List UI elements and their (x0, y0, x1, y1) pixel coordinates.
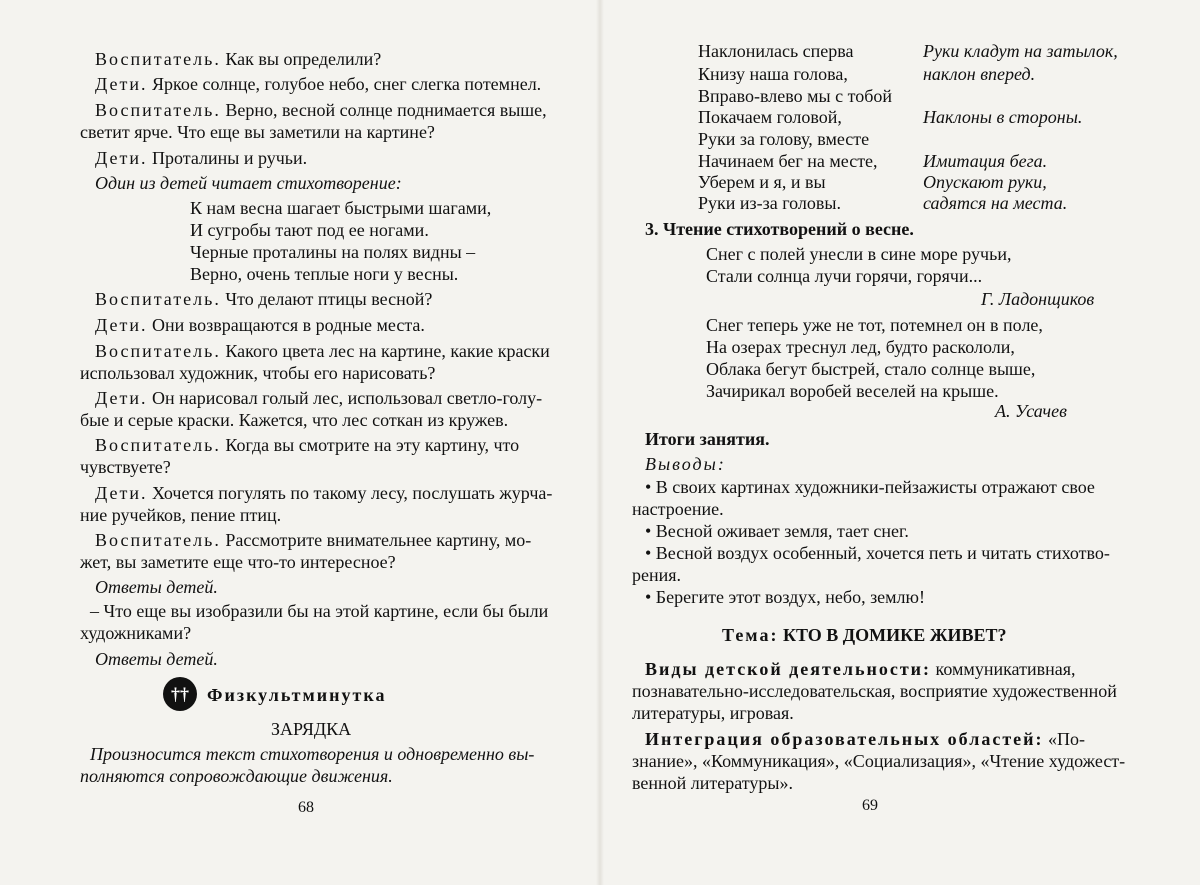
verse-action: Наклоны в стороны. (923, 107, 1083, 127)
speaker: Дети. (95, 74, 148, 94)
utterance: Что делают птицы весной? (225, 289, 433, 309)
text-line: знание», «Коммуникация», «Социализация», «Чтение художест- (632, 751, 1126, 771)
text-line: художниками? (80, 623, 192, 643)
activities-label: Виды детской деятельности: (645, 659, 932, 679)
fizkult-emblem-icon: †† (163, 677, 197, 711)
speaker: Воспитатель. (95, 49, 221, 69)
bullet-item-cont: настроение. (632, 499, 724, 519)
bullet-item: • Весной оживает земля, тает снег. (645, 521, 909, 541)
speaker: Воспитатель. (95, 289, 221, 309)
verse-line: Книзу наша голова, (698, 64, 848, 84)
text-line: познавательно-исследовательская, восприятие художественной (632, 681, 1117, 701)
poem-line: Облака бегут быстрей, стало солнце выше, (706, 359, 1036, 379)
utterance: Яркое солнце, голубое небо, снег слегка потемнел. (152, 74, 542, 94)
verse-action: наклон вперед. (923, 64, 1036, 84)
utterance: Проталины и ручьи. (152, 148, 308, 168)
stage-note: Ответы детей. (95, 577, 218, 597)
utterance: Хочется погулять по такому лесу, послушать журча- (152, 483, 553, 503)
utterance: Рассмотрите внимательнее картину, мо- (225, 530, 532, 550)
verse-line: Руки из-за головы. (698, 193, 841, 213)
dialogue-line (95, 434, 519, 456)
activities-line (645, 658, 1075, 680)
poem-line: Черные проталины на полях видны – (190, 242, 476, 262)
speaker: Дети. (95, 315, 148, 335)
speaker: Воспитатель. (95, 435, 221, 455)
verse-action: Имитация бега. (923, 151, 1048, 171)
theme-heading (722, 624, 1007, 646)
poem-line: Снег теперь уже не тот, потемнел он в поле, (706, 315, 1043, 335)
bullet-item: • Берегите этот воздух, небо, землю! (645, 587, 925, 607)
text-line: светит ярче. Что еще вы заметили на картине? (80, 122, 435, 142)
verse-line: Наклонилась сперва (698, 41, 854, 61)
dialogue-line (95, 99, 547, 121)
utterance: Они возвращаются в родные места. (152, 315, 425, 335)
text-line: жет, вы заметите еще что-то интересное? (80, 552, 396, 572)
integration-text: «По- (1048, 729, 1086, 749)
utterance: Как вы определили? (225, 49, 382, 69)
verse-action: Руки кладут на затылок, (923, 41, 1118, 61)
text-line: литературы, игровая. (632, 703, 794, 723)
page-number: 68 (298, 799, 314, 816)
exercise-title: ЗАРЯДКА (271, 719, 352, 739)
section-heading: 3. Чтение стихотворений о весне. (645, 219, 914, 239)
text-line: бые и серые краски. Кажется, что лес соткан из кружев. (80, 410, 509, 430)
poem-line: К нам весна шагает быстрыми шагами, (190, 198, 492, 218)
text-line: венной литературы». (632, 773, 793, 793)
speaker: Воспитатель. (95, 100, 221, 120)
theme-label: Тема: (722, 625, 779, 645)
poem-author: Г. Ладонщиков (981, 289, 1095, 309)
stage-note: Один из детей читает стихотворение: (95, 173, 402, 193)
speaker: Дети. (95, 483, 148, 503)
bullet-item: • В своих картинах художники-пейзажисты отражают свое (645, 477, 1095, 497)
activities-text: коммуникативная, (935, 659, 1076, 679)
poem-line: Снег с полей унесли в сине море ручьи, (706, 244, 1012, 264)
verse-action: садятся на места. (923, 193, 1068, 213)
poem-line: Верно, очень теплые ноги у весны. (190, 264, 459, 284)
verse-line: Руки за голову, вместе (698, 129, 870, 149)
utterance: Какого цвета лес на картине, какие краски (225, 341, 550, 361)
verse-line: Вправо-влево мы с тобой (698, 86, 893, 106)
bullet-item: • Весной воздух особенный, хочется петь и читать стихотво- (645, 543, 1110, 563)
bullet-item-cont: рения. (632, 565, 682, 585)
text-line: ние ручейков, пение птиц. (80, 505, 282, 525)
stage-note: Ответы детей. (95, 649, 218, 669)
page-number: 69 (862, 797, 878, 814)
dialogue-line (95, 529, 531, 551)
dialogue-line (95, 340, 550, 362)
poem-line: Стали солнца лучи горячи, горячи... (706, 266, 983, 286)
dialogue-line (95, 48, 381, 70)
utterance: Когда вы смотрите на эту картину, что (225, 435, 520, 455)
dialogue-line (95, 73, 541, 95)
utterance: Он нарисовал голый лес, использовал светло-голу- (152, 388, 543, 408)
verse-line: Покачаем головой, (698, 107, 842, 127)
dialogue-line (95, 314, 425, 336)
section-title: Физкультминутка (207, 685, 387, 705)
instruction-line: полняются сопровождающие движения. (80, 766, 393, 786)
speaker: Воспитатель. (95, 530, 221, 550)
text-line: чувствуете? (80, 457, 171, 477)
dialogue-line (95, 288, 432, 310)
poem-line: И сугробы тают под ее ногами. (190, 220, 429, 240)
poem-author: А. Усачев (995, 401, 1067, 421)
dialogue-line (95, 387, 542, 409)
integration-line (645, 728, 1085, 750)
theme-title: КТО В ДОМИКЕ ЖИВЕТ? (782, 625, 1007, 645)
speaker: Дети. (95, 388, 148, 408)
text-line: использовал художник, чтобы его нарисовать? (80, 363, 436, 383)
verse-action: Опускают руки, (923, 172, 1047, 192)
verse-line: Начинаем бег на месте, (698, 151, 878, 171)
speaker: Дети. (95, 148, 148, 168)
speaker: Воспитатель. (95, 341, 221, 361)
dialogue-line (95, 482, 552, 504)
conclusions-label: Выводы: (645, 454, 726, 474)
integration-label: Интеграция образовательных областей: (645, 729, 1044, 749)
verse-line: Уберем и я, и вы (698, 172, 826, 192)
poem-line: На озерах треснул лед, будто раскололи, (706, 337, 1015, 357)
section-heading: Итоги занятия. (645, 429, 770, 449)
poem-line: Зачирикал воробей веселей на крыше. (706, 381, 999, 401)
dialogue-line (95, 147, 307, 169)
utterance: Верно, весной солнце поднимается выше, (225, 100, 547, 120)
text-line: – Что еще вы изобразили бы на этой картине, если бы были (90, 601, 549, 621)
instruction-line: Произносится текст стихотворения и одновременно вы- (90, 744, 535, 764)
right-page (600, 0, 1200, 885)
